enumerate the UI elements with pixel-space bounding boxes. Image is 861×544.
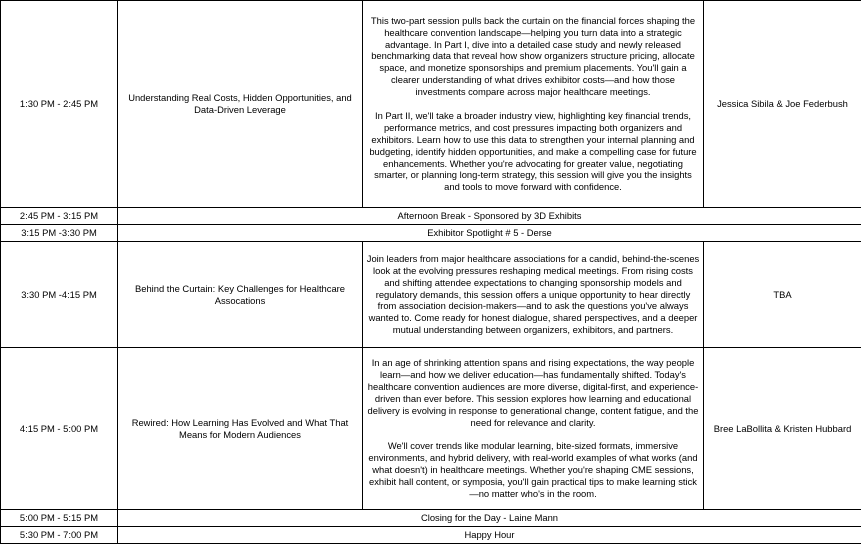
break-cell: Afternoon Break - Sponsored by 3D Exhibits — [118, 208, 861, 225]
description-paragraph: In Part II, we'll take a broader industry view, highlighting key financial trends, performance metrics, and cost pressures impacting both organizers and exhibitors. Learn how to use this data to strengthen your internal planning and budgeting, identify hidden opportunities, and make a compelling case for future enhancements. Whether you're advocating for greater value, negotiating smarter, or planning long-term strategy, this session will give you the insights and tools to move forward with confidence. — [366, 110, 700, 193]
time-cell: 5:30 PM - 7:00 PM — [1, 527, 118, 544]
spotlight-cell: Exhibitor Spotlight # 5 - Derse — [118, 225, 861, 242]
speakers-cell: TBA — [704, 242, 861, 348]
description-paragraph: We'll cover trends like modular learning, bite-sized formats, immersive environments, and hybrid delivery, with real-world examples of what works (and what doesn't) in healthcare meetings. Whether you're shaping CME sessions, exhibit hall content, or symposia, you'll gain practical tips to make learning stick—no matter who's in the room. — [366, 440, 700, 500]
time-cell: 3:30 PM -4:15 PM — [1, 242, 118, 348]
speakers-cell: Jessica Sibila & Joe Federbush — [704, 1, 861, 208]
time-cell: 2:45 PM - 3:15 PM — [1, 208, 118, 225]
agenda-row — [1, 348, 861, 510]
agenda-row — [1, 1, 861, 208]
agenda-row — [1, 225, 861, 242]
agenda-row — [1, 510, 861, 527]
session-description — [363, 348, 704, 510]
time-cell: 1:30 PM - 2:45 PM — [1, 1, 118, 208]
session-title: Behind the Curtain: Key Challenges for Healthcare Assocations — [118, 242, 363, 348]
session-description — [363, 242, 704, 348]
description-paragraph: In an age of shrinking attention spans and rising expectations, the way people learn—and how we deliver education—has fundamentally shifted. Today's healthcare convention audiences are more diverse, digital-first, and experience-driven than ever before. This session explores how learning and educational delivery is evolving in response to generational change, content fatigue, and the need for relevance and clarity. — [366, 357, 700, 428]
agenda-row — [1, 208, 861, 225]
agenda-row — [1, 527, 861, 544]
time-cell: 3:15 PM -3:30 PM — [1, 225, 118, 242]
description-paragraph: This two-part session pulls back the curtain on the financial forces shaping the healthcare convention landscape—helping you turn data into a strategic advantage. In Part I, dive into a detailed case study and newly released benchmarking data that reveal how show organizers structure pricing, allocate space, and monetize sponsorships and premium placements. You'll gain a clearer understanding of what drives exhibitor costs—and how those investments compare across major healthcare meetings. — [366, 15, 700, 98]
time-cell: 5:00 PM - 5:15 PM — [1, 510, 118, 527]
session-title: Rewired: How Learning Has Evolved and What That Means for Modern Audiences — [118, 348, 363, 510]
time-cell: 4:15 PM - 5:00 PM — [1, 348, 118, 510]
speakers-cell: Bree LaBollita & Kristen Hubbard — [704, 348, 861, 510]
closing-cell: Closing for the Day - Laine Mann — [118, 510, 861, 527]
happy-hour-cell: Happy Hour — [118, 527, 861, 544]
agenda-row — [1, 242, 861, 348]
session-description — [363, 1, 704, 208]
session-title: Understanding Real Costs, Hidden Opportunities, and Data-Driven Leverage — [118, 1, 363, 208]
description-paragraph: Join leaders from major healthcare associations for a candid, behind-the-scenes look at the evolving pressures reshaping medical meetings. From rising costs and shifting attendee expectations to changing sponsorship models and regulatory demands, this session offers a unique opportunity to hear directly from association decision-makers—and to ask the questions you've always wanted to. Come ready for honest dialogue, shared perspectives, and a deeper mutual understanding between organizers, exhibitors, and partners. — [366, 253, 700, 336]
